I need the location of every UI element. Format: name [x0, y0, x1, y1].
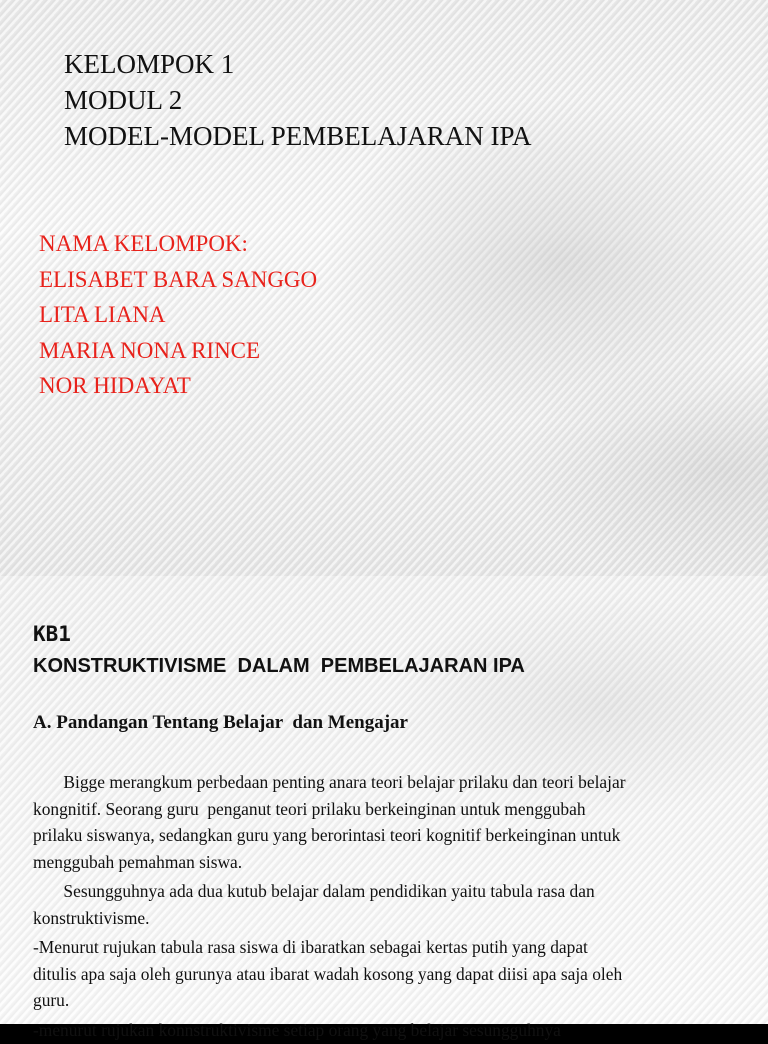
paragraph-line: Bigge merangkum perbedaan penting anara teori belajar prilaku dan teori belajar	[33, 772, 626, 792]
slide-title	[64, 46, 532, 154]
paragraph-line: menggubah pemahman siswa.	[33, 851, 243, 872]
title-topic: MODEL-MODEL PEMBELAJARAN IPA	[64, 121, 532, 151]
member-name: LITA LIANA	[39, 302, 166, 327]
paragraph-line: guru.	[33, 990, 70, 1010]
kb-code: KB1	[33, 622, 71, 646]
paragraph-line: ditulis apa saja oleh gurunya atau ibarat wadah kosong yang dapat diisi apa saja oleh	[33, 963, 623, 984]
paragraph-line: -menurut rujukan konnstruktivisme setiap orang yang belajar sesungguhnya	[33, 1019, 561, 1040]
paragraph-line: kongnitif. Seorang guru penganut teori prilaku berkeinginan untuk menggubah	[33, 798, 586, 819]
section-heading: A. Pandangan Tentang Belajar dan Mengajar	[33, 712, 408, 733]
paragraph-line: Sesungguhnya ada dua kutub belajar dalam pendidikan yaitu tabula rasa dan	[33, 881, 595, 901]
members-heading: NAMA KELOMPOK:	[39, 231, 248, 256]
member-name: ELISABET BARA SANGGO	[39, 266, 318, 292]
paragraph-line: konstruktivisme.	[33, 907, 150, 928]
group-members	[39, 226, 317, 404]
kb-title: KONSTRUKTIVISME DALAM PEMBELAJARAN IPA	[33, 655, 525, 677]
paragraph-line: prilaku siswanya, sedangkan guru yang berorintasi teori kognitif berkeinginan untuk	[33, 825, 621, 845]
title-group: KELOMPOK 1	[64, 49, 235, 79]
paragraph-line: -Menurut rujukan tabula rasa siswa di ibaratkan sebagai kertas putih yang dapat	[33, 937, 588, 957]
body-text	[33, 770, 763, 1044]
title-module: MODUL 2	[64, 85, 183, 115]
member-name: MARIA NONA RINCE	[39, 337, 261, 363]
member-name: NOR HIDAYAT	[39, 373, 191, 398]
